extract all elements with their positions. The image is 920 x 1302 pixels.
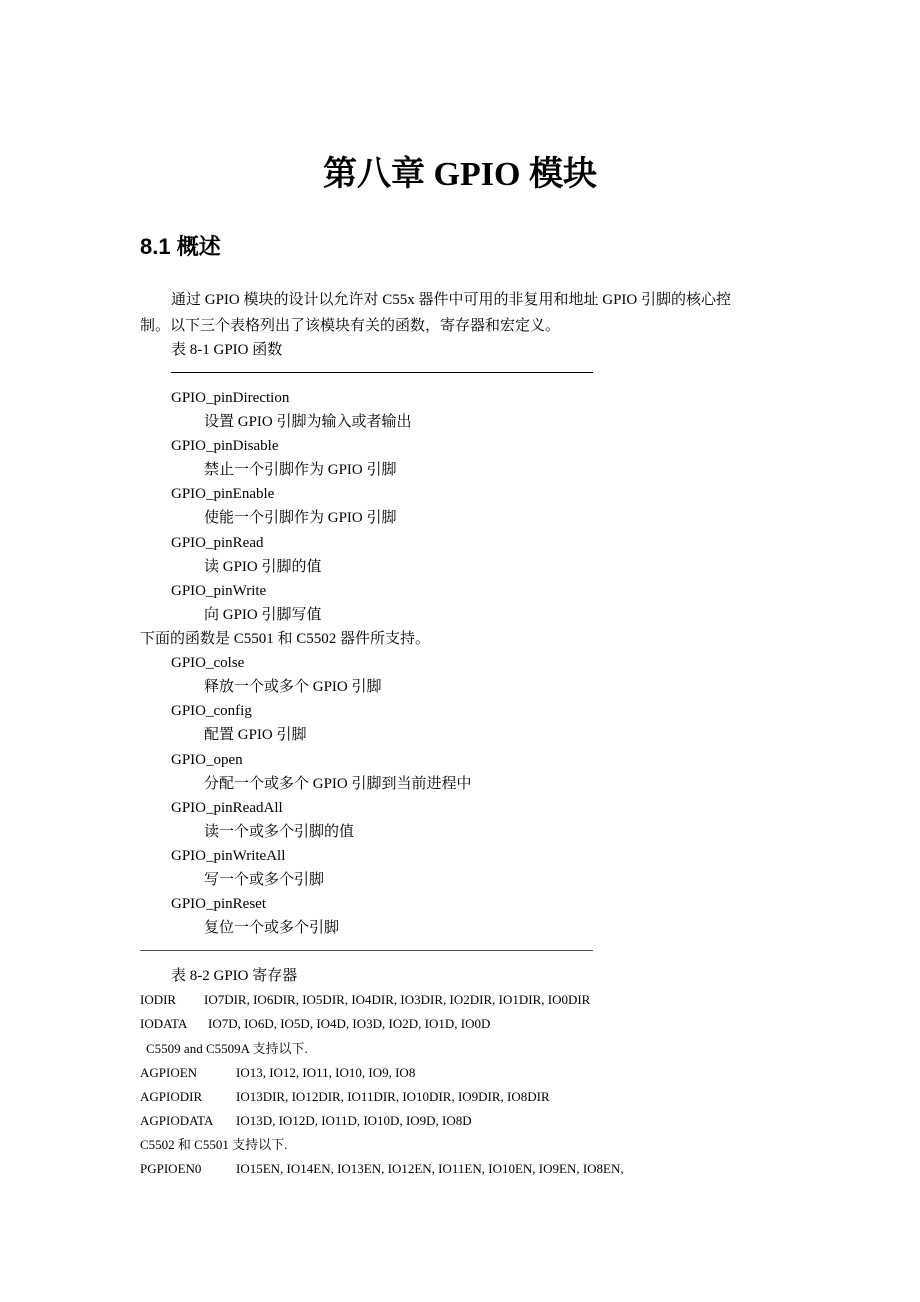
function-name: GPIO_config	[171, 703, 252, 719]
function-desc: 复位一个或多个引脚	[204, 920, 340, 936]
function-desc: 读一个或多个引脚的值	[204, 824, 355, 840]
function-name: GPIO_pinWrite	[171, 583, 267, 599]
chapter-title: 第八章 GPIO 模块	[323, 156, 597, 193]
function-name: GPIO_pinReadAll	[171, 800, 283, 816]
register-fields: IO15EN, IO14EN, IO13EN, IO12EN, IO11EN, IO10EN, IO9EN, IO8EN,	[236, 1161, 624, 1176]
register-name: IODATA	[140, 1016, 188, 1031]
function-desc: 向 GPIO 引脚写值	[204, 607, 322, 623]
register-fields: IO13D, IO12D, IO11D, IO10D, IO9D, IO8D	[236, 1113, 472, 1128]
intro-paragraph-line-1: 通过 GPIO 模块的设计以允许对 C55x 器件中可用的非复用和地址 GPIO 引脚的核心控	[171, 292, 732, 308]
c5502-note: C5502 和 C5501 支持以下.	[140, 1137, 288, 1152]
register-name: AGPIODIR	[140, 1089, 203, 1104]
register-fields: IO13DIR, IO12DIR, IO11DIR, IO10DIR, IO9DIR, IO8DIR	[236, 1089, 550, 1104]
function-desc: 释放一个或多个 GPIO 引脚	[204, 679, 382, 695]
c5501-note: 下面的函数是 C5501 和 C5502 器件所支持。	[140, 631, 431, 647]
table1-top-rule-text	[171, 360, 593, 361]
section-heading: 8.1 概述	[140, 234, 221, 259]
function-name: GPIO_pinDisable	[171, 438, 279, 454]
function-name: GPIO_pinReset	[171, 896, 266, 912]
register-fields: IO7D, IO6D, IO5D, IO4D, IO3D, IO2D, IO1D, IO0D	[208, 1016, 491, 1031]
function-name: GPIO_pinEnable	[171, 486, 275, 502]
table1-bottom-rule-text	[140, 938, 593, 939]
intro-paragraph-line-2: 制。以下三个表格列出了该模块有关的函数，寄存器和宏定义。	[140, 318, 561, 334]
function-desc: 禁止一个引脚作为 GPIO 引脚	[204, 462, 397, 478]
function-name: GPIO_pinRead	[171, 535, 264, 551]
function-desc: 使能一个引脚作为 GPIO 引脚	[204, 510, 397, 526]
function-name: GPIO_pinWriteAll	[171, 848, 286, 864]
table2-caption: 表 8-2 GPIO 寄存器	[171, 968, 298, 984]
function-name: GPIO_open	[171, 752, 243, 768]
function-name: GPIO_colse	[171, 655, 245, 671]
function-desc: 分配一个或多个 GPIO 引脚到当前进程中	[204, 776, 472, 792]
function-desc: 写一个或多个引脚	[204, 872, 325, 888]
register-fields: IO7DIR, IO6DIR, IO5DIR, IO4DIR, IO3DIR, IO2DIR, IO1DIR, IO0DIR	[204, 992, 591, 1007]
table1-caption: 表 8-1 GPIO 函数	[171, 342, 283, 358]
table1-bottom-rule	[140, 950, 593, 951]
register-name: PGPIOEN0	[140, 1161, 202, 1176]
register-name: IODIR	[140, 992, 177, 1007]
register-name: AGPIOEN	[140, 1065, 198, 1080]
table1-top-rule	[171, 372, 593, 373]
function-desc: 配置 GPIO 引脚	[204, 727, 307, 743]
function-desc: 读 GPIO 引脚的值	[204, 559, 322, 575]
register-fields: IO13, IO12, IO11, IO10, IO9, IO8	[236, 1065, 416, 1080]
function-desc: 设置 GPIO 引脚为输入或者输出	[204, 414, 412, 430]
register-name: AGPIODATA	[140, 1113, 214, 1128]
c5509-note: C5509 and C5509A 支持以下.	[146, 1041, 308, 1056]
function-name: GPIO_pinDirection	[171, 390, 290, 406]
